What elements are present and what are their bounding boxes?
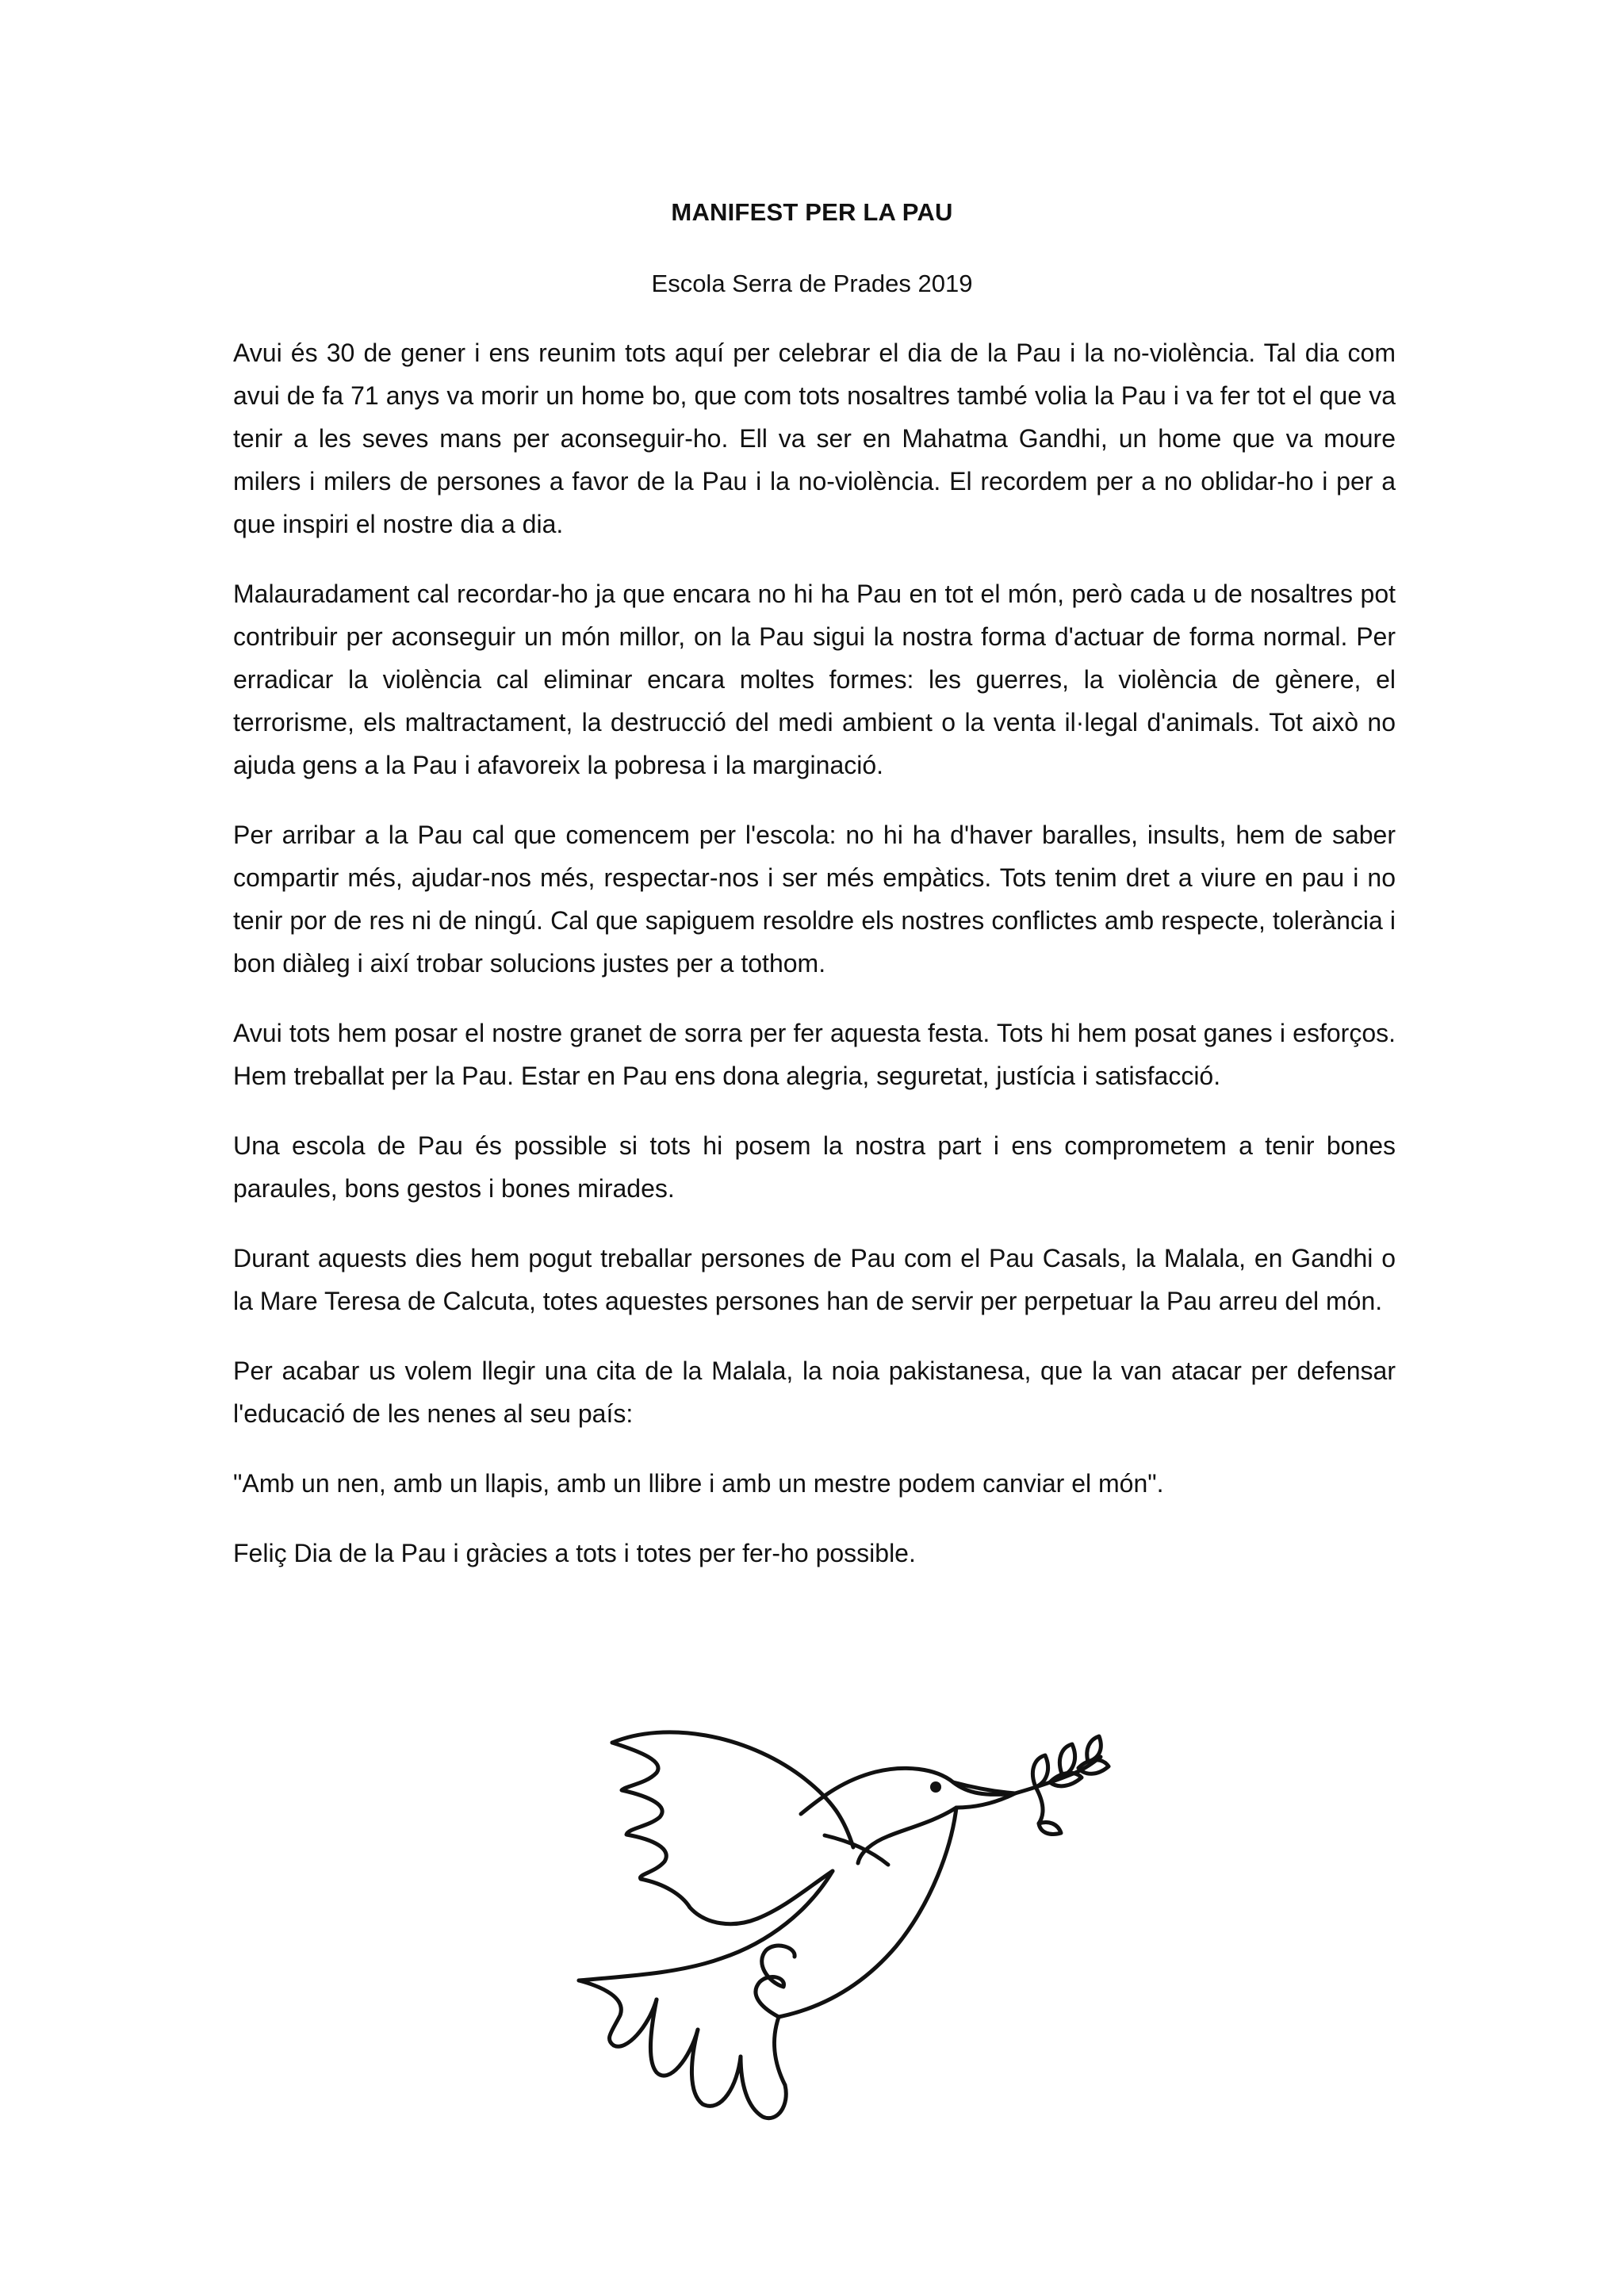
paragraph-violence: Malauradament cal recordar-ho ja que encara no hi ha Pau en tot el món, però cada u de nosaltres pot contribuir per aconseguir un món millor, on la Pau sigui la nostra forma d'actuar de forma normal. Per erradicar la violència cal eliminar encara moltes formes: les guerres, la violència de gènere, el terrorisme, els maltractament, la destrucció del medi ambient o la venta il·legal d'animals. Tot això no ajuda gens a la Pau i afavoreix la pobresa i la marginació. bbox=[233, 580, 1396, 779]
paragraph-peace-people: Durant aquests dies hem pogut treballar persones de Pau com el Pau Casals, la Malala, en Gandhi o la Mare Teresa de Calcuta, totes aquestes persones han de servir per perpetuar la Pau arreu del món. bbox=[233, 1244, 1396, 1315]
paragraph-malala-intro: Per acabar us volem llegir una cita de la Malala, la noia pakistanesa, que la van atacar per defensar l'educació de les nenes al seu país: bbox=[233, 1357, 1396, 1428]
page-subtitle: Escola Serra de Prades 2019 bbox=[651, 270, 973, 297]
paragraph-gandhi: Avui és 30 de gener i ens reunim tots aquí per celebrar el dia de la Pau i la no-violència. Tal dia com avui de fa 71 anys va morir un home bo, que com tots nosaltres també volia la Pau i va fer tot el que va tenir a les seves mans per aconseguir-ho. Ell va ser en Mahatma Gandhi, un home que va moure milers i milers de persones a favor de la Pau i la no-violència. El recordem per a no oblidar-ho i per a que inspiri el nostre dia a dia. bbox=[233, 339, 1396, 538]
page-title: MANIFEST PER LA PAU bbox=[671, 198, 953, 226]
paragraph-school: Per arribar a la Pau cal que comencem per l'escola: no hi ha d'haver baralles, insults, hem de saber compartir més, ajudar-nos més, respectar-nos i ser més empàtics. Tots tenim dret a viure en pau i no tenir por de res ni de ningú. Cal que sapiguem resoldre els nostres conflictes amb respecte, tolerància i bon diàleg i així trobar solucions justes per a tothom. bbox=[233, 821, 1396, 978]
peace-dove-icon bbox=[571, 1720, 1142, 2133]
document-body bbox=[233, 331, 1396, 1601]
paragraph-peace-school: Una escola de Pau és possible si tots hi posem la nostra part i ens comprometem a tenir bones paraules, bons gestos i bones mirades. bbox=[233, 1131, 1396, 1203]
paragraph-closing: Feliç Dia de la Pau i gràcies a tots i totes per fer-ho possible. bbox=[233, 1539, 916, 1567]
paragraph-malala-quote: "Amb un nen, amb un llapis, amb un llibre i amb un mestre podem canviar el món". bbox=[233, 1469, 1164, 1498]
paragraph-celebration: Avui tots hem posar el nostre granet de sorra per fer aquesta festa. Tots hi hem posat ganes i esforços. Hem treballat per la Pau. Estar en Pau ens dona alegria, seguretat, justícia i satisfacció. bbox=[233, 1019, 1396, 1090]
